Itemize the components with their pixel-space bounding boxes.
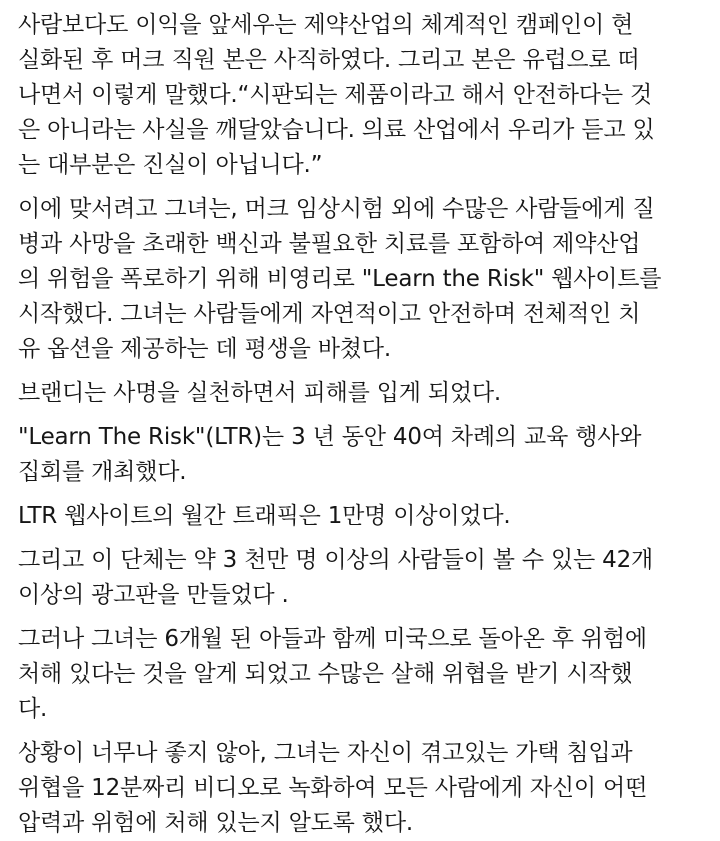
paragraph-7: 그러나 그녀는 6개월 된 아들과 함께 미국으로 돌아온 후 위험에 처해 있다는 것을 알게 되었고 수많은 살해 위협을 받기 시작했 다. — [18, 626, 647, 722]
paragraph-4: "Learn The Risk"(LTR)는 3 년 동안 40여 차례의 교육 행사와 집회를 개최했다. — [18, 424, 642, 485]
paragraph-3: 브랜디는 사명을 실천하면서 피해를 입게 되었다. — [18, 380, 502, 406]
paragraph-1: 사람보다도 이익을 앞세우는 제약산업의 체계적인 캠페인이 현 실화된 후 머크 직원 본은 사직하였다. 그리고 본은 유럽으로 떠 나면서 이렇게 말했다.“시판되는 제품이라고 해서 안전하다는 것 은 아니라는 사실을 깨달았습니다. 의료 산업에서 우리가 듣고 있 는 대부분은 진실이 아닙니다.” — [18, 12, 655, 178]
paragraph-2: 이에 맞서려고 그녀는, 머크 임상시험 외에 수많은 사람들에게 질 병과 사망을 초래한 백신과 불필요한 치료를 포함하여 제약산업 의 위험을 폭로하기 위해 비영리로 "Learn the Risk" 웹사이트를 시작했다. 그녀는 사람들에게 자연적이고 안전하며 전체적인 치 유 옵션을 제공하는 데 평생을 바쳤다. — [18, 196, 662, 362]
paragraph-6: 그리고 이 단체는 약 3 천만 명 이상의 사람들이 볼 수 있는 42개 이상의 광고판을 만들었다 . — [18, 547, 654, 608]
paragraph-5: LTR 웹사이트의 월간 트래픽은 1만명 이상이었다. — [18, 503, 511, 529]
paragraph-8: 상황이 너무나 좋지 않아, 그녀는 자신이 겪고있는 가택 침입과 위협을 12분짜리 비디오로 녹화하여 모든 사람에게 자신이 어떤 압력과 위험에 처해 있는지 알도록 했다. — [18, 740, 648, 836]
